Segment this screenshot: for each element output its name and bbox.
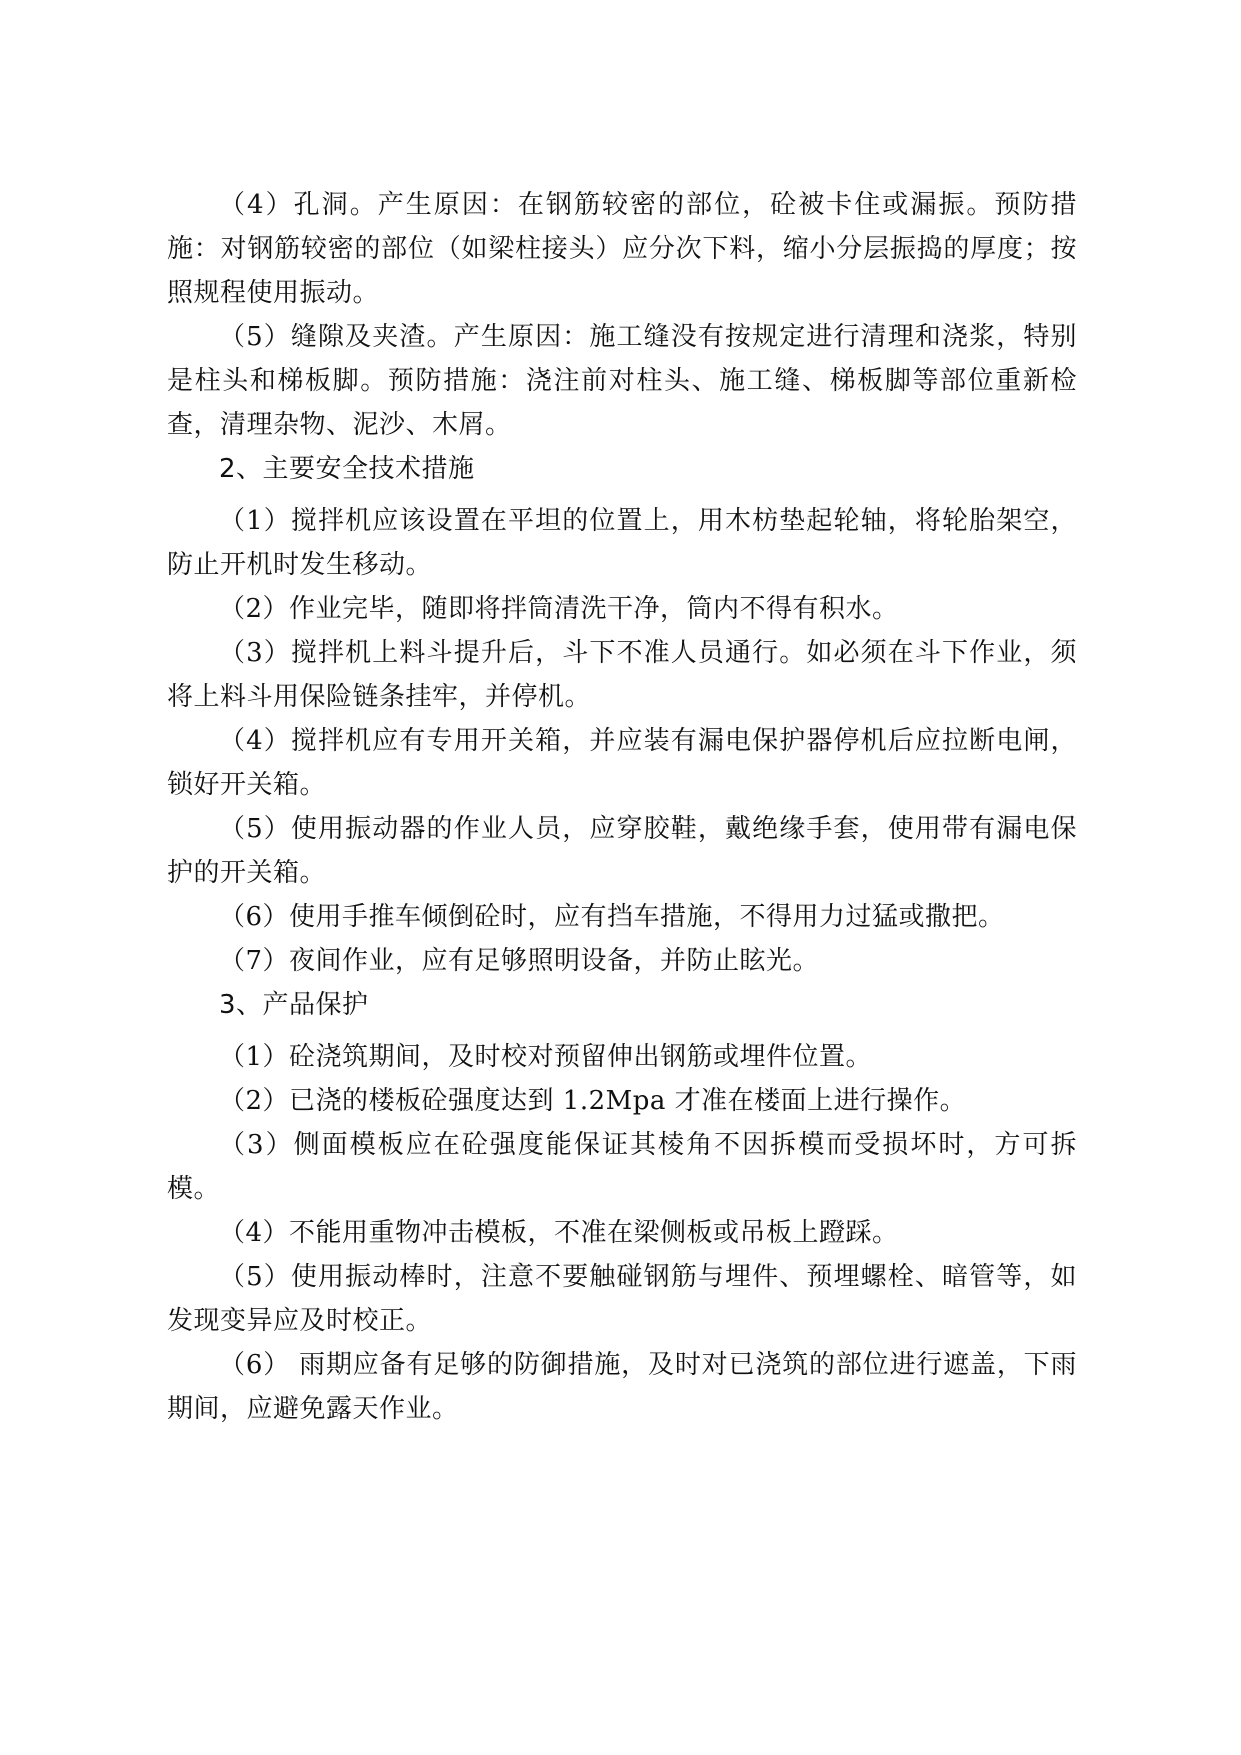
document-body <box>167 183 1077 1431</box>
paragraph-protection-4: （4）不能用重物冲击模板，不准在梁侧板或吊板上蹬踩。 <box>219 1218 899 1248</box>
paragraph-protection-1: （1）砼浇筑期间，及时校对预留伸出钢筋或埋件位置。 <box>219 1042 873 1072</box>
paragraph-safety-7: （7）夜间作业，应有足够照明设备，并防止眩光。 <box>219 946 820 976</box>
paragraph-protection-5: （5）使用振动棒时，注意不要触碰钢筋与埋件、预埋螺栓、暗管等，如发现变异应及时校正。 <box>167 1262 1077 1336</box>
paragraph-protection-6: （6） 雨期应备有足够的防御措施，及时对已浇筑的部位进行遮盖，下雨期间，应避免露天作业。 <box>167 1350 1077 1424</box>
paragraph-safety-6: （6）使用手推车倾倒砼时，应有挡车措施，不得用力过猛或撒把。 <box>219 902 1005 932</box>
paragraph-safety-3: （3）搅拌机上料斗提升后，斗下不准人员通行。如必须在斗下作业，须将上料斗用保险链条挂牢，并停机。 <box>167 638 1077 712</box>
paragraph-protection-2: （2）已浇的楼板砼强度达到 1.2Mpa 才准在楼面上进行操作。 <box>219 1086 967 1116</box>
paragraph-protection-3: （3）侧面模板应在砼强度能保证其棱角不因拆模而受损坏时，方可拆模。 <box>167 1130 1077 1204</box>
paragraph-safety-5: （5）使用振动器的作业人员，应穿胶鞋，戴绝缘手套，使用带有漏电保护的开关箱。 <box>167 814 1077 888</box>
heading-safety-measures: 2、主要安全技术措施 <box>219 454 475 484</box>
heading-product-protection: 3、产品保护 <box>219 990 369 1020</box>
paragraph-holes: （4）孔洞。产生原因：在钢筋较密的部位，砼被卡住或漏振。预防措施：对钢筋较密的部位（如梁柱接头）应分次下料，缩小分层振捣的厚度；按照规程使用振动。 <box>167 190 1077 308</box>
paragraph-safety-1: （1）搅拌机应该设置在平坦的位置上，用木枋垫起轮轴，将轮胎架空，防止开机时发生移动。 <box>167 506 1077 580</box>
paragraph-safety-2: （2）作业完毕，随即将拌筒清洗干净，筒内不得有积水。 <box>219 594 899 624</box>
paragraph-safety-4: （4）搅拌机应有专用开关箱，并应装有漏电保护器停机后应拉断电闸，锁好开关箱。 <box>167 726 1077 800</box>
paragraph-gaps-slag: （5）缝隙及夹渣。产生原因：施工缝没有按规定进行清理和浇浆，特别是柱头和梯板脚。预防措施：浇注前对柱头、施工缝、梯板脚等部位重新检查，清理杂物、泥沙、木屑。 <box>167 322 1077 440</box>
